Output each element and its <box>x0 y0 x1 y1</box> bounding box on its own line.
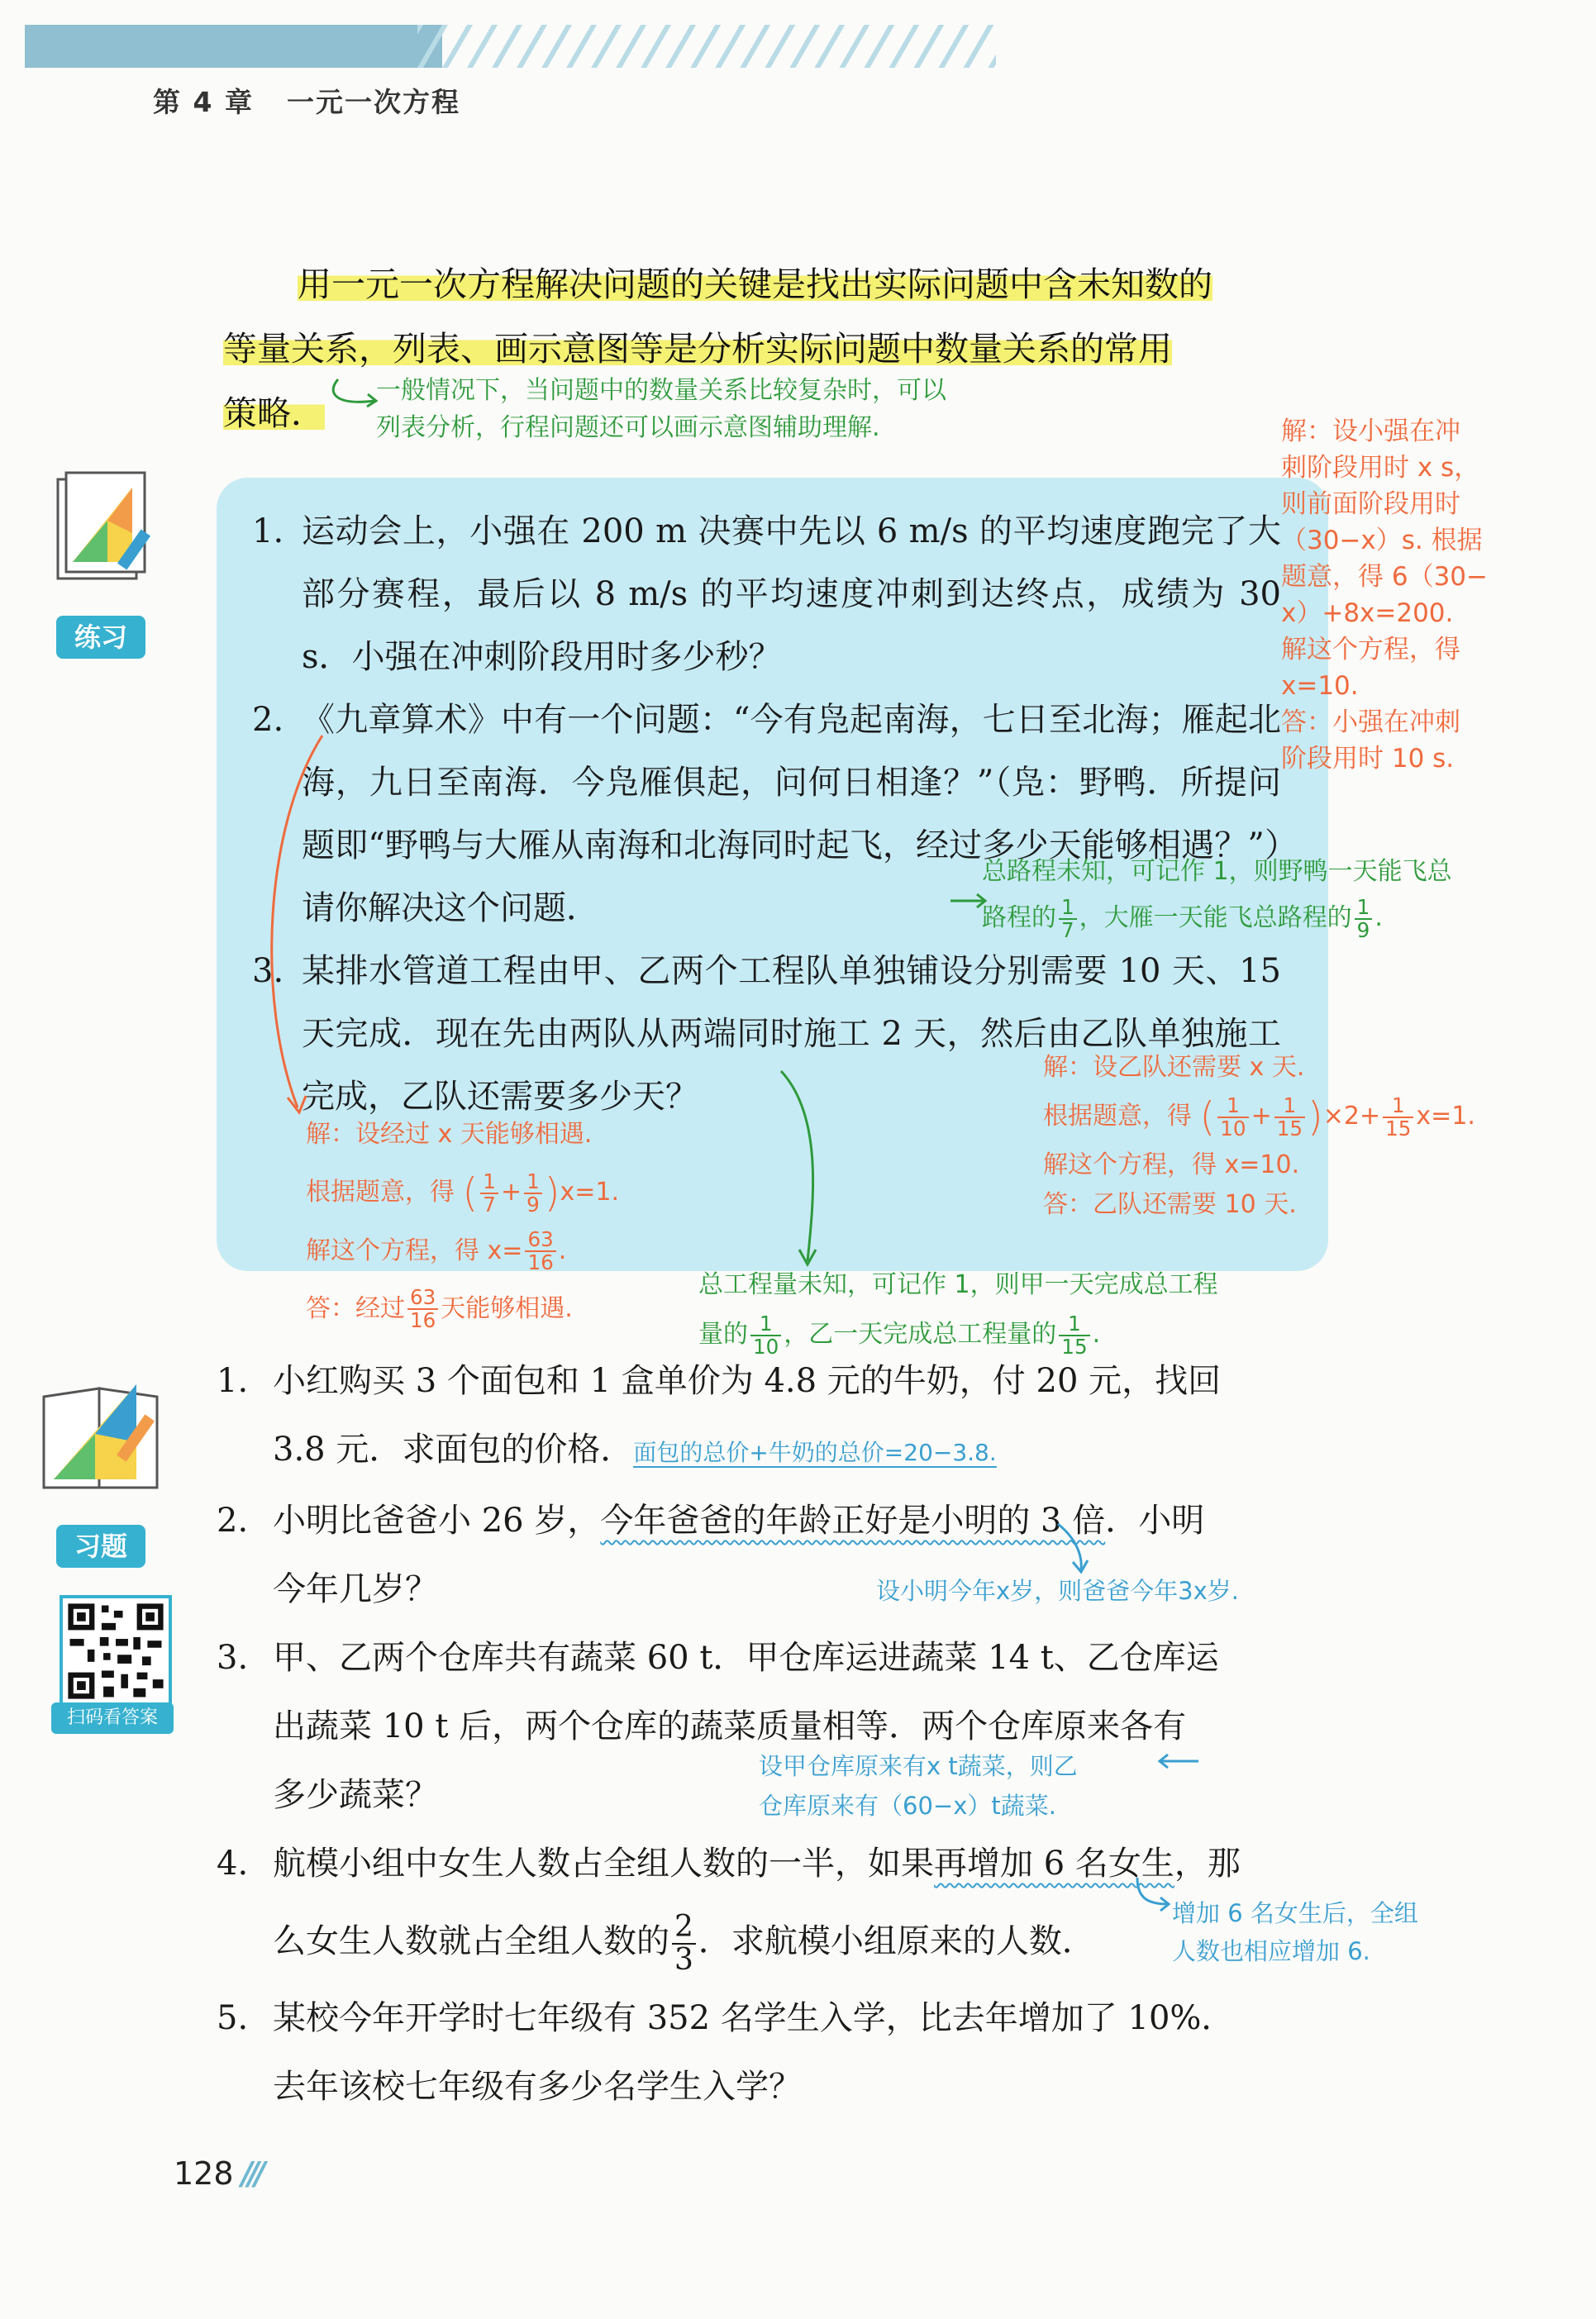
note-line: 解这个方程，得 <box>1281 635 1460 664</box>
exercise-text: 今年几岁？ <box>273 1570 438 1608</box>
fraction-numerator: 1 <box>750 1313 781 1336</box>
note-line: 路程的 $\frac{1}{7}$ ，大雁一天能飞总路程的 $\frac{1}{9}$ . <box>982 894 1383 942</box>
arrow-icon <box>1153 1746 1203 1779</box>
exercise-text: 甲、乙两个仓库共有蔬菜 60 t．甲仓库运进蔬菜 14 t、乙仓库运 <box>273 1639 1219 1677</box>
note-line: 根据题意，得 ( $\frac{1}{7}$ + $\frac{1}{9}$ )x=1. <box>306 1169 619 1217</box>
arrow-icon <box>1050 1521 1099 1579</box>
fraction-denominator: 16 <box>527 1250 554 1274</box>
note-line: 总工程量未知，可记作 1，则甲一天完成总工程 <box>698 1270 1218 1299</box>
fraction-numerator: 63 <box>525 1229 555 1252</box>
practice-text: 《九章算术》中有一个问题：“今有凫起南海，七日至北海；雁起北海，九日至南海．今凫雁俱起，问何日相逢？”（凫：野鸭．所提问题即“野鸭与大雁从南海和北海同时起飞，经过多少天能够相遇？”）请你解决这个问题． <box>302 701 1281 927</box>
fraction <box>1355 894 1373 942</box>
fraction-numerator: 2 <box>672 1912 696 1945</box>
practice-tag: 练习 <box>56 616 145 659</box>
arrow-icon <box>1132 1874 1174 1916</box>
fraction <box>1274 1095 1305 1140</box>
exercise-text: 多少蔬菜？ <box>273 1776 438 1814</box>
note-line: 答：小强在冲刺 <box>1281 707 1460 737</box>
note-line: 量的 $\frac{1}{10}$ ，乙一天完成总工程量的 $\frac{1}{15}$ . <box>698 1311 1101 1359</box>
note-top-line-1: 一般情况下，当问题中的数量关系比较复杂时，可以 <box>376 376 946 405</box>
note-text: ，大雁一天能飞总路程的 <box>1079 903 1352 932</box>
fraction <box>480 1171 498 1216</box>
exercise-number: 3. <box>217 1639 249 1677</box>
note-line: （30−x）s. 根据 <box>1281 526 1483 555</box>
fraction-numerator: 1 <box>1383 1095 1413 1118</box>
exercise-book-icon <box>37 1364 165 1496</box>
arrow-icon <box>949 884 990 917</box>
note-text: 根据题意，得 <box>1043 1102 1192 1131</box>
fraction <box>407 1287 438 1331</box>
practice-number: 1. <box>252 512 284 550</box>
fraction-numerator: 1 <box>1059 1313 1089 1336</box>
note-text: ×2+ <box>1322 1102 1381 1131</box>
practice-list <box>252 500 1281 1128</box>
exercise-text <box>273 1487 1349 1555</box>
key-line-3: 策略． <box>223 393 325 433</box>
fraction-numerator: 1 <box>480 1171 498 1194</box>
fraction-numerator: 1 <box>1059 897 1077 920</box>
page-number-slashes: /// <box>241 2155 261 2192</box>
note-text: 解这个方程，得 x= <box>306 1236 523 1265</box>
fraction <box>525 1229 555 1274</box>
handwritten-hint-e4 <box>1172 1894 1418 1970</box>
note-text: x=1. <box>1416 1102 1475 1131</box>
fraction-denominator: 10 <box>753 1334 779 1359</box>
fraction-numerator: 1 <box>524 1171 542 1194</box>
chapter-title <box>153 81 460 120</box>
note-line <box>306 1280 619 1338</box>
fraction-denominator: 9 <box>526 1192 540 1217</box>
exercise-text-part: 小明比爸爸小 26 岁， <box>273 1502 601 1540</box>
exercise-text-part: ．小明 <box>1105 1502 1205 1540</box>
exercise-text-part: ．求航模小组原来的人数． <box>698 1922 1095 1960</box>
note-text: x=1. <box>560 1178 619 1207</box>
exercise-tag: 习题 <box>56 1525 145 1568</box>
fraction-numerator: 1 <box>1355 897 1373 920</box>
chapter-name: 一元一次方程 <box>286 86 460 118</box>
curved-arrow-icon <box>773 1066 839 1273</box>
note-text: ，乙一天完成总工程量的 <box>784 1320 1057 1349</box>
note-line: 解这个方程，得 x=10. <box>1043 1150 1300 1179</box>
exercise-text: 出蔬菜 10 t 后，两个仓库的蔬菜质量相等．两个仓库原来各有 <box>273 1707 1187 1745</box>
note-line: 人数也相应增加 6. <box>1172 1937 1370 1965</box>
practice-item <box>252 500 1281 688</box>
exercise-number: 1. <box>217 1362 249 1400</box>
note-line: 设甲仓库原来有x t蔬菜，则乙 <box>759 1752 1078 1780</box>
exercise-number: 5. <box>217 1999 249 2037</box>
fraction-denominator: 7 <box>483 1192 496 1217</box>
note-text: 天能够相遇. <box>441 1293 573 1323</box>
exercise-text-part: 3.8 元．求面包的价格． <box>273 1431 634 1469</box>
practice-text: 运动会上，小强在 200 m 决赛中先以 6 m/s 的平均速度跑完了大部分赛程，最后以 8 m/s 的平均速度冲刺到达终点，成绩为 30 s．小强在冲刺阶段用时多少秒？ <box>302 512 1281 676</box>
note-line: 答：乙队还需要 10 天. <box>1043 1190 1297 1219</box>
note-line: 增加 6 名女生后，全组 <box>1172 1899 1418 1927</box>
handwritten-solution-1 <box>1281 413 1554 777</box>
handwritten-solution-2 <box>306 1106 619 1338</box>
exercise-number: 4. <box>217 1845 249 1883</box>
fraction-denominator: 15 <box>1385 1116 1412 1140</box>
key-line-1: 用一元一次方程解决问题的关键是找出实际问题中含未知数的 <box>298 264 1212 304</box>
exercise-list <box>217 1347 1349 2121</box>
note-line: 解：设经过 x 天能够相遇. <box>306 1120 593 1149</box>
fraction-denominator: 15 <box>1276 1116 1303 1140</box>
fraction-denominator: 16 <box>410 1308 436 1332</box>
note-top-line-2: 列表分析，行程问题还可以画示意图辅助理解. <box>376 413 880 442</box>
qr-code-icon[interactable] <box>60 1595 172 1707</box>
exercise-text <box>273 1830 1349 1898</box>
note-line: 则前面阶段用时 <box>1281 489 1460 519</box>
note-line: 刺阶段用时 x s， <box>1281 453 1480 483</box>
exercise-text: 某校今年开学时七年级有 352 名学生入学，比去年增加了 10%． <box>273 1999 1235 2037</box>
note-line: 总路程未知，可记作 1，则野鸭一天能飞总 <box>982 857 1452 886</box>
header-stripes <box>417 25 996 68</box>
fraction-numerator: 63 <box>407 1287 438 1310</box>
underlined-phrase: 今年爸爸的年龄正好是小明的 3 倍 <box>600 1502 1106 1540</box>
fraction-denominator: 15 <box>1061 1334 1088 1359</box>
fraction-denominator: 7 <box>1061 917 1074 942</box>
qr-label: 扫码看答案 <box>51 1702 174 1734</box>
note-line: 根据题意，得 ( $\frac{1}{10}$ + $\frac{1}{15}$ )×2+ $\frac{1}{15}$ x=1. <box>1043 1093 1475 1140</box>
exercise-text-part: 么女生人数就占全组人数的 <box>273 1922 669 1960</box>
handwritten-hint-e2: 设小明今年x岁，则爸爸今年3x岁. <box>876 1577 1239 1605</box>
fraction-denominator: 3 <box>674 1943 693 1977</box>
note-text: 量的 <box>698 1320 748 1349</box>
exercise-text: 去年该校七年级有多少名学生入学？ <box>273 2068 802 2106</box>
page-number: 128 <box>174 2155 234 2192</box>
practice-book-icon <box>50 471 161 587</box>
exercise-number: 2. <box>217 1502 249 1540</box>
note-line: 阶段用时 10 s. <box>1281 744 1455 774</box>
note-line: 仓库原来有（60−x）t蔬菜. <box>759 1792 1056 1820</box>
fraction-denominator: 10 <box>1220 1116 1246 1140</box>
header-color-bar <box>25 25 442 68</box>
note-line: 解这个方程，得 x= $\frac{63}{16}$ . <box>306 1227 567 1274</box>
exercise-item <box>217 1347 1349 1487</box>
fraction <box>524 1171 542 1216</box>
fraction-numerator: 1 <box>1217 1095 1248 1118</box>
note-line: 解：设乙队还需要 x 天. <box>1043 1053 1305 1082</box>
note-line: x）+8x=200. <box>1281 598 1454 628</box>
exercise-text: 小红购买 3 个面包和 1 盒单价为 4.8 元的牛奶，付 20 元，找回 <box>273 1362 1222 1400</box>
exercise-item <box>217 1984 1349 2121</box>
practice-number: 2. <box>252 701 284 739</box>
practice-text: 某排水管道工程由甲、乙两个工程队单独铺设分别需要 10 天、15 天完成．现在先由两队从两端同时施工 2 天，然后由乙队单独施工完成，乙队还需要多少天？ <box>302 952 1281 1116</box>
exercise-text-part: ，那 <box>1174 1845 1241 1883</box>
handwritten-hint-e3 <box>759 1746 1078 1826</box>
fraction-numerator: 1 <box>1274 1095 1305 1118</box>
note-line: x=10. <box>1281 671 1359 701</box>
fraction <box>1383 1095 1413 1140</box>
curved-arrow-icon <box>248 727 347 1124</box>
key-line-2: 等量关系，列表、画示意图等是分析实际问题中数量关系的常用 <box>223 329 1172 369</box>
handwritten-hint-2 <box>982 849 1452 941</box>
handwritten-hint-e1: 面包的总价+牛奶的总价=20−3.8. <box>633 1439 997 1466</box>
handwritten-hint-3 <box>698 1260 1218 1359</box>
note-text: 根据题意，得 <box>306 1178 455 1207</box>
note-line: 解：设小强在冲 <box>1281 417 1460 446</box>
note-text: 路程的 <box>982 903 1056 932</box>
note-line: 题意，得 6（30− <box>1281 562 1488 592</box>
fraction <box>1059 894 1077 942</box>
practice-number: 3. <box>252 952 284 990</box>
note-text: 答：经过 <box>306 1293 405 1323</box>
fraction <box>1217 1095 1248 1140</box>
chapter-number: 第 4 章 <box>153 86 254 118</box>
underlined-phrase: 再增加 6 名女生 <box>934 1845 1174 1883</box>
fraction <box>672 1912 696 1976</box>
exercise-text <box>273 1416 1349 1487</box>
fraction-denominator: 9 <box>1356 917 1370 942</box>
handwritten-note-top <box>376 372 946 446</box>
exercise-text-part: 航模小组中女生人数占全组人数的一半，如果 <box>273 1845 934 1883</box>
handwritten-solution-3 <box>1043 1048 1475 1225</box>
